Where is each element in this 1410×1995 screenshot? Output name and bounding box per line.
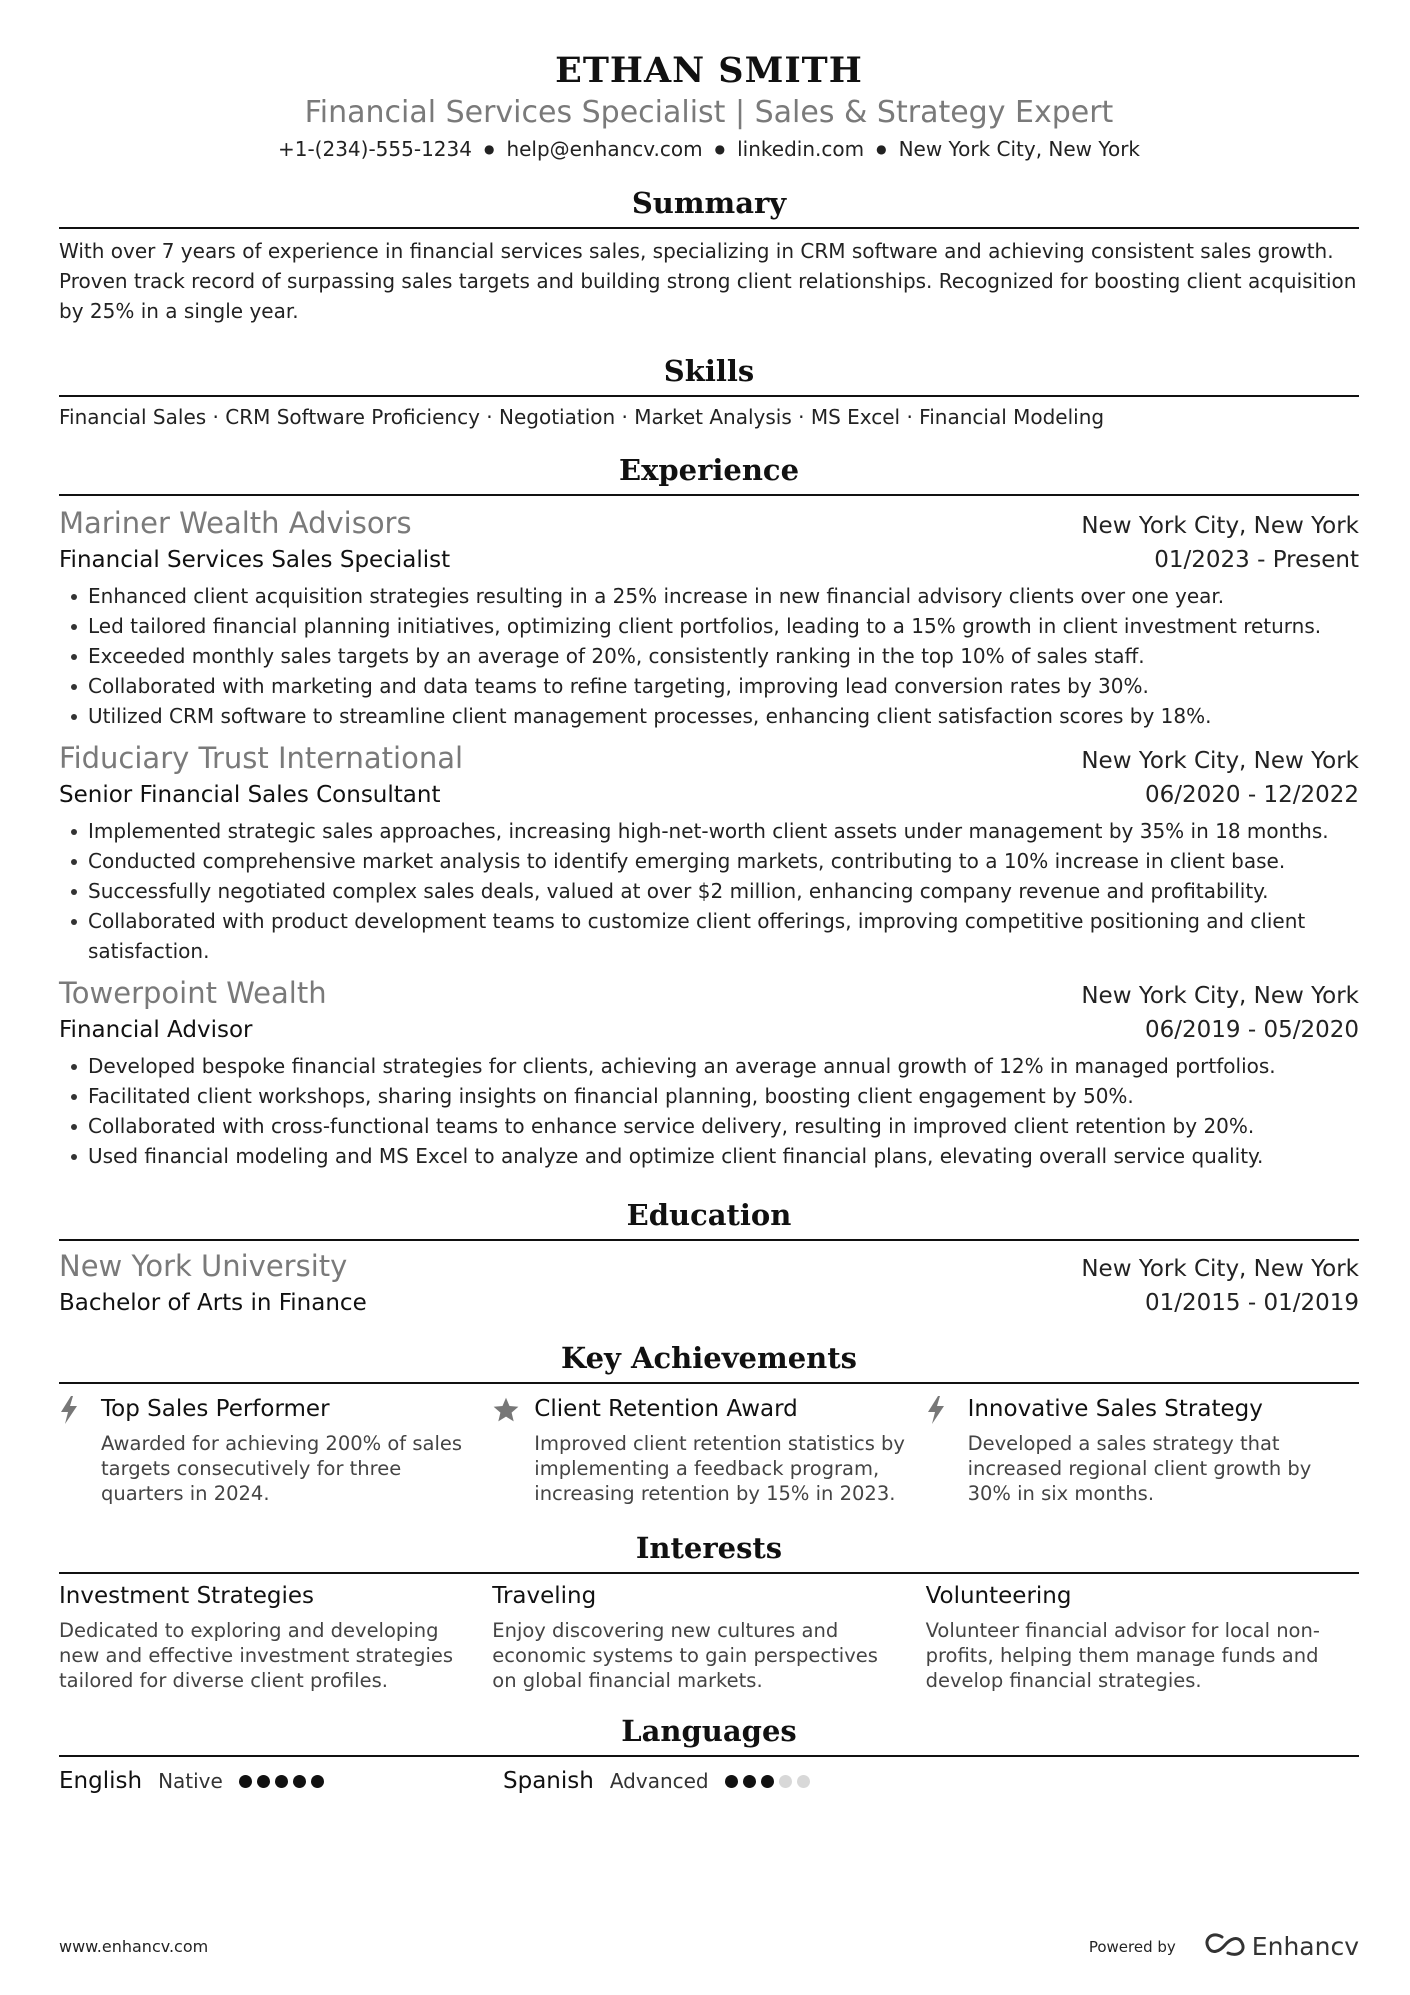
job-role: Financial Services Sales Specialist [59,547,451,573]
achievement-title: Innovative Sales Strategy [967,1396,1263,1422]
brand-block [1089,1932,1359,1961]
bullet-item: Utilized CRM software to streamline client management processes, enhancing client satisfaction scores by 18%. [59,701,1359,731]
language-name: English [59,1768,143,1794]
job-bullets [59,581,1359,731]
job-entry [59,504,1359,731]
skills-list: Financial Sales · CRM Software Proficiency · Negotiation · Market Analysis · MS Excel · Financial Modeling [59,405,1105,429]
interest-item [492,1580,925,1693]
achievements-section [59,1340,1359,1506]
bullet-item: Collaborated with cross-functional teams to enhance service delivery, resulting in improved client retention by 20%. [59,1111,1359,1141]
achievement-item [492,1393,925,1506]
job-role: Senior Financial Sales Consultant [59,782,441,808]
skills-section [59,353,1359,432]
job-dates: 01/2023 - Present [1154,547,1359,573]
language-item [59,1765,503,1797]
job-bullets [59,816,1359,966]
company-name: Towerpoint Wealth [59,976,327,1010]
job-location: New York City, New York [1081,748,1359,774]
section-heading-achievements: Key Achievements [59,1340,1359,1384]
resume-page [59,0,1359,1961]
phone[interactable]: +1-(234)-555-1234 [277,137,472,161]
interest-title: Traveling [492,1583,597,1609]
enhancv-logo-icon [1204,1933,1246,1961]
language-item [503,1765,947,1797]
linkedin-link[interactable]: linkedin.com [737,137,865,161]
summary-section [59,185,1359,326]
rating-dot-empty [779,1775,792,1788]
summary-text: With over 7 years of experience in financial services sales, specializing in CRM software and achieving consistent sales growth. Proven track record of surpassing sales targets and building strong client relationships. Recognized for boosting client acquisition by 25% in a single year. [59,239,1357,323]
bolt-icon [926,1393,968,1506]
bullet-item: Exceeded monthly sales targets by an average of 20%, consistently ranking in the top 10% of sales staff. [59,641,1359,671]
interest-desc: Dedicated to exploring and developing new and effective investment strategies tailored for diverse client profiles. [59,1619,454,1692]
achievement-desc: Developed a sales strategy that increased regional client growth by 30% in six months. [967,1432,1312,1505]
contact-line [59,135,1359,163]
interest-desc: Enjoy discovering new cultures and economic systems to gain perspectives on global financial markets. [492,1619,878,1692]
achievement-desc: Awarded for achieving 200% of sales targets consecutively for three quarters in 2024. [101,1432,463,1505]
bullet-item: Used financial modeling and MS Excel to analyze and optimize client financial plans, elevating overall service quality. [59,1141,1359,1171]
bullet-item: Conducted comprehensive market analysis to identify emerging markets, contributing to a 10% increase in client base. [59,846,1359,876]
interest-title: Investment Strategies [59,1583,315,1609]
achievement-item [926,1393,1359,1506]
section-heading-skills: Skills [59,353,1359,397]
rating-dot-filled [293,1775,306,1788]
page-footer [59,1932,1359,1961]
section-heading-interests: Interests [59,1530,1359,1574]
language-level: Native [158,1769,223,1793]
section-heading-languages: Languages [59,1713,1359,1757]
location: New York City, New York [898,137,1140,161]
separator-dot: ● [483,142,495,156]
job-location: New York City, New York [1081,983,1359,1009]
job-dates: 06/2020 - 12/2022 [1144,782,1359,808]
school-location: New York City, New York [1081,1256,1359,1282]
brand-name: Enhancv [1251,1932,1359,1961]
rating-dot-filled [311,1775,324,1788]
resume-header [59,50,1359,163]
rating-dot-filled [743,1775,756,1788]
degree: Bachelor of Arts in Finance [59,1290,367,1316]
bolt-icon [59,1393,101,1506]
experience-section [59,452,1359,1171]
section-heading-summary: Summary [59,185,1359,229]
bullet-item: Facilitated client workshops, sharing insights on financial planning, boosting client engagement by 50%. [59,1081,1359,1111]
interest-desc: Volunteer financial advisor for local non-profits, helping them manage funds and develop financial strategies. [925,1619,1320,1692]
star-icon [492,1393,534,1506]
job-role: Financial Advisor [59,1017,253,1043]
job-location: New York City, New York [1081,513,1359,539]
candidate-name: ETHAN SMITH [555,50,863,91]
section-heading-education: Education [59,1197,1359,1241]
separator-dot: ● [714,142,726,156]
language-rating [725,1775,815,1788]
bullet-item: Led tailored financial planning initiatives, optimizing client portfolios, leading to a 15% growth in client investment returns. [59,611,1359,641]
bullet-item: Collaborated with product development teams to customize client offerings, improving competitive positioning and client satisfaction. [59,906,1359,966]
achievement-title: Client Retention Award [534,1396,798,1422]
company-name: Mariner Wealth Advisors [59,506,412,540]
job-bullets [59,1051,1359,1171]
job-entry [59,974,1359,1171]
separator-dot: ● [876,142,887,156]
bullet-item: Successfully negotiated complex sales deals, valued at over $2 million, enhancing company revenue and profitability. [59,876,1359,906]
bullet-item: Developed bespoke financial strategies for clients, achieving an average annual growth of 12% in managed portfolios. [59,1051,1359,1081]
job-dates: 06/2019 - 05/2020 [1144,1017,1359,1043]
bullet-item: Collaborated with marketing and data teams to refine targeting, improving lead conversion rates by 30%. [59,671,1359,701]
language-name: Spanish [503,1768,594,1794]
interest-item [926,1580,1359,1693]
rating-dot-filled [761,1775,774,1788]
language-rating [239,1775,329,1788]
rating-dot-filled [275,1775,288,1788]
languages-section [59,1713,1359,1797]
job-entry [59,739,1359,966]
interest-item [59,1580,492,1693]
interests-section [59,1530,1359,1693]
rating-dot-filled [239,1775,252,1788]
language-level: Advanced [609,1769,709,1793]
rating-dot-filled [725,1775,738,1788]
powered-by-label: Powered by [1088,1937,1176,1956]
bullet-item: Implemented strategic sales approaches, increasing high-net-worth client assets under management by 35% in 18 months. [59,816,1359,846]
candidate-title: Financial Services Specialist | Sales & Strategy Expert [304,95,1114,130]
email[interactable]: help@enhancv.com [506,137,703,161]
interest-title: Volunteering [925,1583,1072,1609]
section-heading-experience: Experience [59,452,1359,496]
achievement-desc: Improved client retention statistics by implementing a feedback program, increasing retention by 15% in 2023. [534,1432,905,1505]
school-name: New York University [59,1249,348,1283]
footer-website[interactable]: www.enhancv.com [59,1937,209,1956]
achievement-title: Top Sales Performer [101,1396,330,1422]
company-name: Fiduciary Trust International [59,741,464,775]
education-section [59,1197,1359,1320]
bullet-item: Enhanced client acquisition strategies resulting in a 25% increase in new financial advisory clients over one year. [59,581,1359,611]
achievement-item [59,1393,492,1506]
education-dates: 01/2015 - 01/2019 [1144,1290,1359,1316]
rating-dot-empty [797,1775,810,1788]
rating-dot-filled [257,1775,270,1788]
